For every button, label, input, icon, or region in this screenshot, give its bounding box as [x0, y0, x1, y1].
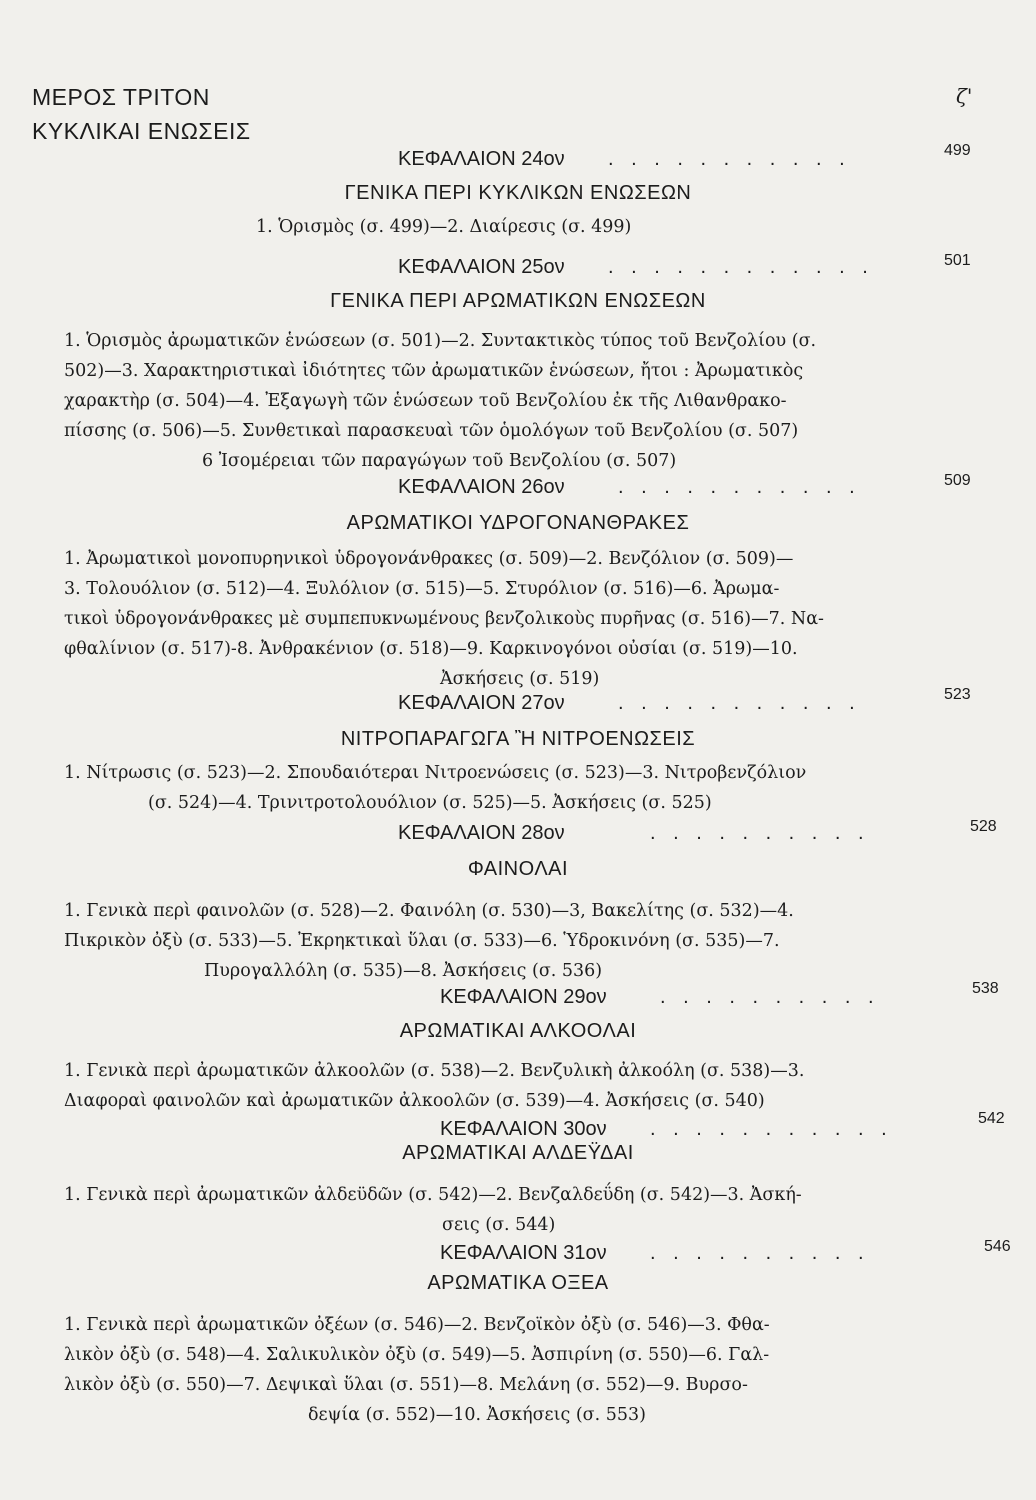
chapter-contents	[64, 544, 944, 694]
chapter-page-number: 509	[944, 472, 971, 489]
contents-line: λικὸν ὀξὺ (σ. 550)—7. Δεψικαὶ ὕλαι (σ. 551)—8. Μελάνη (σ. 552)—9. Βυρσο-	[64, 1375, 748, 1395]
chapter-leader-dots: . . . . . . . . . . . .	[608, 256, 874, 278]
contents-line: φθαλίνιον (σ. 517)-8. Ἀνθρακένιον (σ. 518)—9. Καρκινογόνοι οὐσίαι (σ. 519)—10.	[64, 639, 798, 659]
contents-line: πίσσης (σ. 506)—5. Συνθετικαὶ παρασκευαὶ τῶν ὁμολόγων τοῦ Βενζολίου (σ. 507)	[64, 421, 799, 441]
chapter-page-number: 528	[970, 818, 997, 835]
chapter-label: ΚΕΦΑΛΑΙΟΝ 29ον	[440, 986, 607, 1008]
contents-line: Ἀσκήσεις (σ. 519)	[440, 669, 600, 689]
contents-line: 1. Νίτρωσις (σ. 523)—2. Σπουδαιότεραι Νιτροενώσεις (σ. 523)—3. Νιτροβενζόλιον	[64, 763, 807, 783]
chapter-contents	[64, 1180, 944, 1240]
chapter-leader-dots: . . . . . . . . . .	[650, 1242, 870, 1264]
chapter-label: ΚΕΦΑΛΑΙΟΝ 30ον	[440, 1118, 607, 1140]
contents-line: (σ. 524)—4. Τρινιτροτολουόλιον (σ. 525)—5. Ἀσκήσεις (σ. 525)	[148, 793, 712, 813]
chapter-page-number: 501	[944, 252, 971, 269]
contents-line: 1. Ὁρισμὸς ἀρωματικῶν ἑνώσεων (σ. 501)—2. Συντακτικὸς τύπος τοῦ Βενζολίου (σ.	[64, 331, 817, 351]
chapter-title: ΓΕΝΙΚΑ ΠΕΡΙ ΑΡΩΜΑΤΙΚΩΝ ΕΝΩΣΕΩΝ	[330, 290, 706, 312]
contents-line: Διαφοραὶ φαινολῶν καὶ ἀρωματικῶν ἀλκοολῶν (σ. 539)—4. Ἀσκήσεις (σ. 540)	[64, 1091, 765, 1111]
chapter-page-number: 499	[944, 142, 971, 159]
contents-line: 3. Τολουόλιον (σ. 512)—4. Ξυλόλιον (σ. 515)—5. Στυρόλιον (σ. 516)—6. Ἀρωμα-	[64, 579, 780, 599]
chapter-title: ΦΑΙΝΟΛΑΙ	[467, 858, 569, 880]
part-heading	[32, 80, 251, 148]
chapter-contents	[64, 326, 944, 476]
chapter-label: ΚΕΦΑΛΑΙΟΝ 27ον	[398, 692, 565, 714]
contents-line: σεις (σ. 544)	[442, 1215, 556, 1235]
contents-line: 1. Ἀρωματικοὶ μονοπυρηνικοὶ ὑδρογονάνθρακες (σ. 509)—2. Βενζόλιον (σ. 509)—	[64, 549, 794, 569]
contents-line: 1. Γενικὰ περὶ ἀρωματικῶν ἀλδεϋδῶν (σ. 542)—2. Βενζαλδεΰδη (σ. 542)—3. Ἀσκή-	[64, 1185, 802, 1205]
chapter-contents	[64, 1310, 944, 1430]
chapter-page-number: 542	[978, 1110, 1005, 1127]
chapter-label: ΚΕΦΑΛΑΙΟΝ 31ον	[440, 1242, 607, 1264]
chapter-leader-dots: . . . . . . . . . . .	[608, 148, 851, 170]
chapter-label: ΚΕΦΑΛΑΙΟΝ 25ον	[398, 256, 565, 278]
contents-line: 1. Γενικὰ περὶ ἀρωματικῶν ὀξέων (σ. 546)—2. Βενζοϊκὸν ὀξὺ (σ. 546)—3. Φθα-	[64, 1315, 770, 1335]
contents-line: 6 Ἰσομέρειαι τῶν παραγώγων τοῦ Βενζολίου (σ. 507)	[202, 451, 677, 471]
chapter-title: ΓΕΝΙΚΑ ΠΕΡΙ ΚΥΚΛΙΚΩΝ ΕΝΩΣΕΩΝ	[344, 182, 692, 204]
contents-line: Πικρικὸν ὀξὺ (σ. 533)—5. Ἐκρηκτικαὶ ὕλαι (σ. 533)—6. Ὑδροκινόνη (σ. 535)—7.	[64, 931, 780, 951]
page-number: ζ'	[956, 84, 973, 108]
chapter-contents	[256, 212, 1036, 242]
chapter-page-number: 523	[944, 686, 971, 703]
chapter-title: ΝΙΤΡΟΠΑΡΑΓΩΓΑ Ἢ ΝΙΤΡΟΕΝΩΣΕΙΣ	[340, 728, 696, 750]
chapter-leader-dots: . . . . . . . . . .	[660, 986, 880, 1008]
chapter-title: ΑΡΩΜΑΤΙΚΟΙ ΥΔΡΟΓΟΝΑΝΘΡΑΚΕΣ	[346, 512, 690, 534]
contents-line: 1. Γενικὰ περὶ φαινολῶν (σ. 528)—2. Φαινόλη (σ. 530)—3, Βακελίτης (σ. 532)—4.	[64, 901, 794, 921]
chapter-leader-dots: . . . . . . . . . . .	[618, 476, 861, 498]
chapter-leader-dots: . . . . . . . . . . .	[618, 692, 861, 714]
chapter-contents	[64, 758, 944, 818]
chapter-label: ΚΕΦΑΛΑΙΟΝ 24ον	[398, 148, 565, 170]
contents-line: 1. Γενικὰ περὶ ἀρωματικῶν ἀλκοολῶν (σ. 538)—2. Βενζυλικὴ ἀλκοόλη (σ. 538)—3.	[64, 1061, 805, 1081]
chapter-page-number: 538	[972, 980, 999, 997]
chapter-label: ΚΕΦΑΛΑΙΟΝ 28ον	[398, 822, 565, 844]
chapter-contents	[64, 896, 944, 986]
chapter-label: ΚΕΦΑΛΑΙΟΝ 26ον	[398, 476, 565, 498]
contents-line: λικὸν ὀξὺ (σ. 548)—4. Σαλικυλικὸν ὀξὺ (σ. 549)—5. Ἀσπιρίνη (σ. 550)—6. Γαλ-	[64, 1345, 770, 1365]
contents-line: τικοὶ ὑδρογονάνθρακες μὲ συμπεπυκνωμένους βενζολικοὺς πυρῆνας (σ. 516)—7. Να-	[64, 609, 824, 629]
contents-line: δεψία (σ. 552)—10. Ἀσκήσεις (σ. 553)	[308, 1405, 646, 1425]
chapter-leader-dots: . . . . . . . . . . .	[650, 1118, 893, 1140]
chapter-title: ΑΡΩΜΑΤΙΚΑΙ ΑΛΔΕΫΔΑΙ	[402, 1142, 634, 1164]
contents-line: Πυρογαλλόλη (σ. 535)—8. Ἀσκήσεις (σ. 536)	[204, 961, 603, 981]
part-heading-line-2: ΚΥΚΛΙΚΑΙ ΕΝΩΣΕΙΣ	[32, 118, 251, 144]
chapter-page-number: 546	[984, 1238, 1011, 1255]
contents-line: 1. Ὁρισμὸς (σ. 499)—2. Διαίρεσις (σ. 499)	[256, 217, 632, 237]
contents-line: 502)—3. Χαρακτηριστικαὶ ἰδιότητες τῶν ἀρωματικῶν ἑνώσεων, ἤτοι : Ἀρωματικὸς	[64, 361, 804, 381]
chapter-leader-dots: . . . . . . . . . .	[650, 822, 870, 844]
part-heading-line-1: ΜΕΡΟΣ ΤΡΙΤΟΝ	[32, 84, 210, 110]
contents-line: χαρακτὴρ (σ. 504)—4. Ἐξαγωγὴ τῶν ἑνώσεων τοῦ Βενζολίου ἐκ τῆς Λιθανθρακο-	[64, 391, 787, 411]
chapter-title: ΑΡΩΜΑΤΙΚΑ ΟΞΕΑ	[427, 1272, 609, 1294]
chapter-title: ΑΡΩΜΑΤΙΚΑΙ ΑΛΚΟΟΛΑΙ	[399, 1020, 637, 1042]
chapter-contents	[64, 1056, 944, 1116]
